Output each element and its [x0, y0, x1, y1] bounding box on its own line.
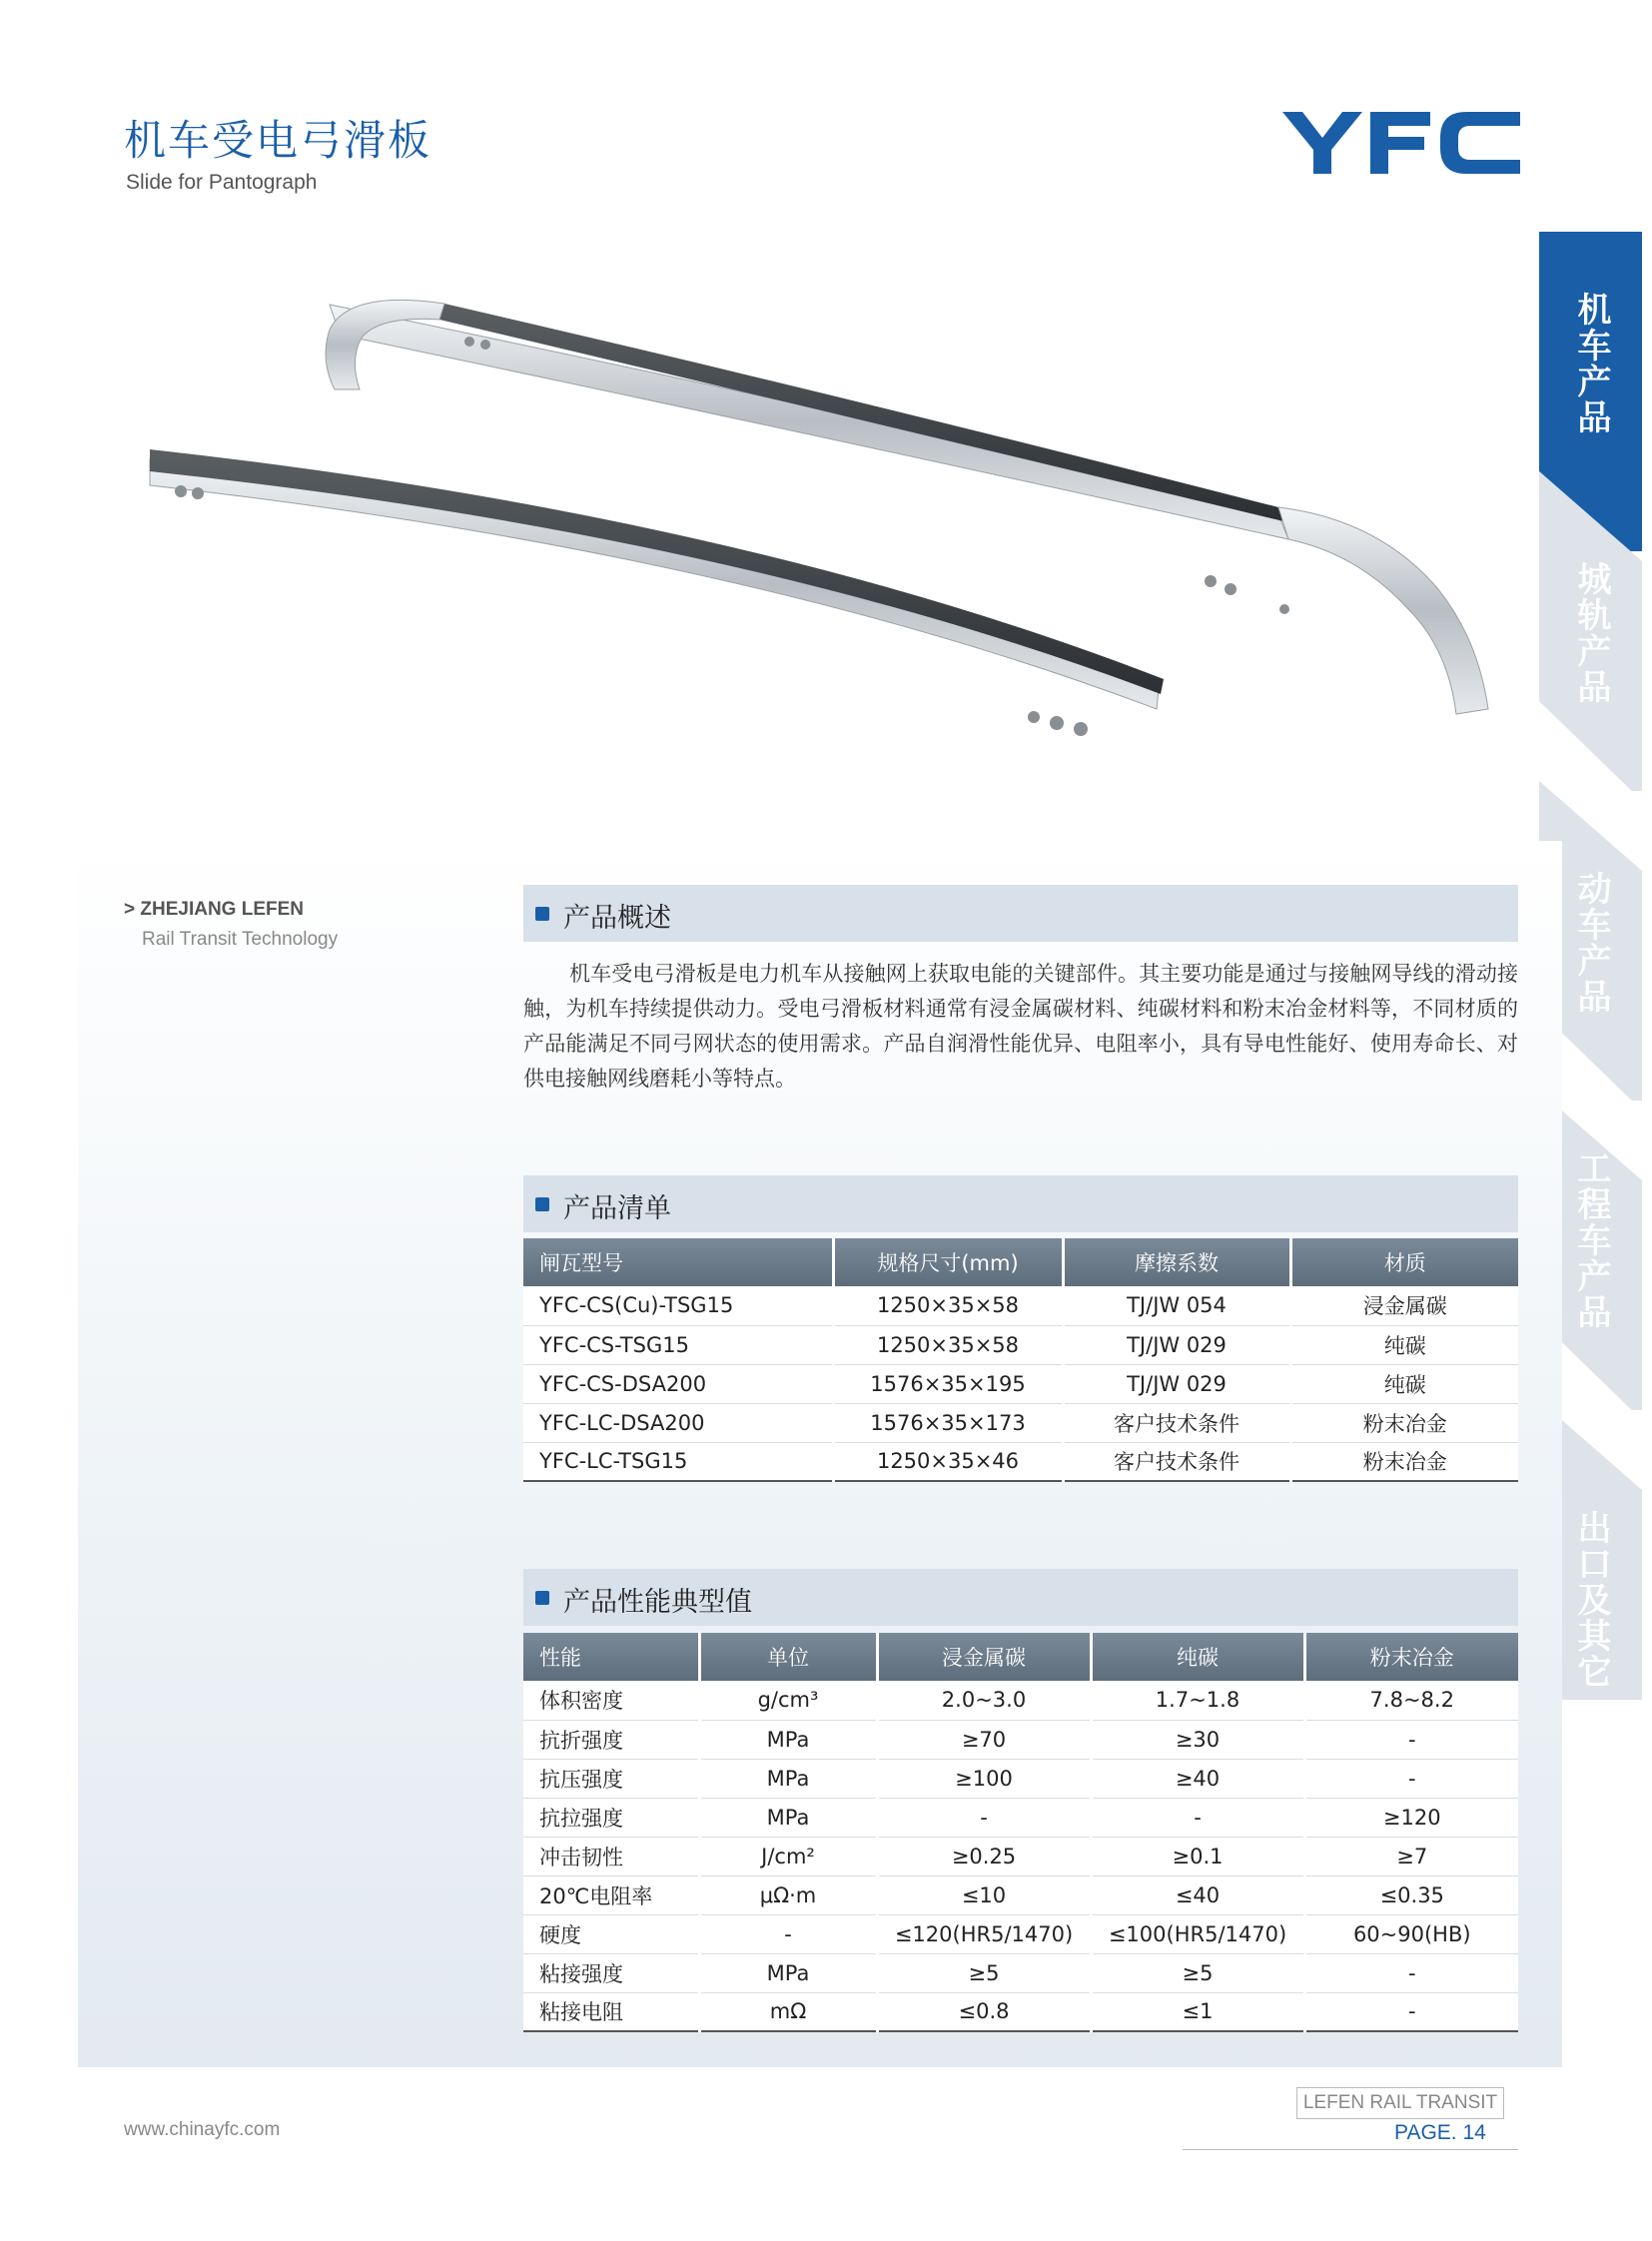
footer-divider — [1183, 2149, 1518, 2150]
side-tab-label: 机车产品 — [1571, 292, 1611, 435]
section-bullet-icon — [535, 1197, 549, 1211]
metal-carbon-cell: ≤120(HR5/1470) — [877, 1914, 1091, 1953]
powder-metal-cell: ≥7 — [1304, 1837, 1518, 1875]
overview-paragraph: 机车受电弓滑板是电力机车从接触网上获取电能的关键部件。其主要功能是通过与接触网导线的滑动接触，为机车持续提供动力。受电弓滑板材料通常有浸金属碳材料、纯碳材料和粉末冶金材料等，不同材质的产品能满足不同弓网状态的使用需求。产品自润滑性能优异、电阻率小，具有导电性能好、使用寿命长、对供电接触网线磨耗小等特点。 — [523, 962, 1518, 1091]
property-cell: 20℃电阻率 — [523, 1875, 699, 1914]
size-cell: 1250×35×46 — [833, 1442, 1063, 1481]
table-header-row — [523, 1633, 1518, 1681]
unit-cell: J/cm² — [699, 1837, 877, 1875]
side-tab-label: 出口及其它 — [1571, 1510, 1611, 1690]
friction-cell: TJ/JW 029 — [1063, 1364, 1290, 1403]
pure-carbon-cell: ≥40 — [1091, 1759, 1304, 1798]
property-cell: 冲击韧性 — [523, 1837, 699, 1875]
side-tab-label: 工程车产品 — [1571, 1150, 1611, 1330]
performance-table — [523, 1633, 1518, 2032]
table-row — [523, 1992, 1518, 2031]
metal-carbon-cell: ≤10 — [877, 1875, 1091, 1914]
friction-cell: TJ/JW 054 — [1063, 1286, 1290, 1325]
model-cell: YFC-LC-DSA200 — [523, 1403, 833, 1442]
table-row — [523, 1364, 1518, 1403]
property-cell: 粘接电阻 — [523, 1992, 699, 2031]
pure-carbon-cell: 1.7~1.8 — [1091, 1681, 1304, 1720]
column-header: 闸瓦型号 — [523, 1238, 833, 1286]
unit-cell: mΩ — [699, 1992, 877, 2031]
property-cell: 抗折强度 — [523, 1720, 699, 1759]
material-cell: 浸金属碳 — [1290, 1286, 1518, 1325]
metal-carbon-cell: - — [877, 1798, 1091, 1837]
column-header: 浸金属碳 — [877, 1633, 1091, 1681]
column-header: 材质 — [1290, 1238, 1518, 1286]
pure-carbon-cell: ≤40 — [1091, 1875, 1304, 1914]
size-cell: 1576×35×173 — [833, 1403, 1063, 1442]
metal-carbon-cell: 2.0~3.0 — [877, 1681, 1091, 1720]
property-cell: 粘接强度 — [523, 1953, 699, 1992]
friction-cell: TJ/JW 029 — [1063, 1325, 1290, 1364]
footer-url: www.chinayfc.com — [124, 2119, 281, 2140]
material-cell: 纯碳 — [1290, 1364, 1518, 1403]
pure-carbon-cell: ≤1 — [1091, 1992, 1304, 2031]
property-cell: 体积密度 — [523, 1681, 699, 1720]
product-photo — [140, 290, 1538, 759]
company-subtitle: Rail Transit Technology — [142, 929, 339, 950]
powder-metal-cell: 7.8~8.2 — [1304, 1681, 1518, 1720]
powder-metal-cell: - — [1304, 1720, 1518, 1759]
size-cell: 1250×35×58 — [833, 1325, 1063, 1364]
table-row — [523, 1759, 1518, 1798]
friction-cell: 客户技术条件 — [1063, 1442, 1290, 1481]
powder-metal-cell: 60~90(HB) — [1304, 1914, 1518, 1953]
powder-metal-cell: ≤0.35 — [1304, 1875, 1518, 1914]
pure-carbon-cell: ≥30 — [1091, 1720, 1304, 1759]
unit-cell: MPa — [699, 1759, 877, 1798]
metal-carbon-cell: ≥70 — [877, 1720, 1091, 1759]
column-header: 规格尺寸(mm) — [833, 1238, 1063, 1286]
section-bullet-icon — [535, 1591, 549, 1605]
side-tab-metro[interactable] — [1539, 471, 1642, 791]
section-heading: 产品性能典型值 — [563, 1587, 752, 1618]
unit-cell: MPa — [699, 1953, 877, 1992]
page-title: 机车受电弓滑板 — [124, 116, 432, 165]
size-cell: 1250×35×58 — [833, 1286, 1063, 1325]
unit-cell: μΩ·m — [699, 1875, 877, 1914]
friction-cell: 客户技术条件 — [1063, 1403, 1290, 1442]
section-header-performance — [523, 1569, 1518, 1626]
property-cell: 抗压强度 — [523, 1759, 699, 1798]
side-tab-label: 动车产品 — [1571, 871, 1611, 1015]
section-heading: 产品清单 — [563, 1193, 671, 1224]
column-header: 摩擦系数 — [1063, 1238, 1290, 1286]
material-cell: 粉末冶金 — [1290, 1403, 1518, 1442]
product-list-table — [523, 1238, 1518, 1482]
section-bullet-icon — [535, 907, 549, 921]
powder-metal-cell: - — [1304, 1992, 1518, 2031]
metal-carbon-cell: ≤0.8 — [877, 1992, 1091, 2031]
table-row — [523, 1837, 1518, 1875]
table-row — [523, 1875, 1518, 1914]
metal-carbon-cell: ≥0.25 — [877, 1837, 1091, 1875]
table-row — [523, 1681, 1518, 1720]
column-header: 性能 — [523, 1633, 699, 1681]
pure-carbon-cell: ≤100(HR5/1470) — [1091, 1914, 1304, 1953]
metal-carbon-cell: ≥100 — [877, 1759, 1091, 1798]
table-header-row — [523, 1238, 1518, 1286]
powder-metal-cell: - — [1304, 1759, 1518, 1798]
page-number: PAGE. 14 — [1394, 2121, 1486, 2144]
column-header: 粉末冶金 — [1304, 1633, 1518, 1681]
model-cell: YFC-CS(Cu)-TSG15 — [523, 1286, 833, 1325]
table-row — [523, 1286, 1518, 1325]
company-info — [124, 899, 338, 951]
unit-cell: MPa — [699, 1798, 877, 1837]
column-header: 纯碳 — [1091, 1633, 1304, 1681]
material-cell: 粉末冶金 — [1290, 1442, 1518, 1481]
yfc-logo — [1282, 108, 1522, 178]
footer-brand: LEFEN RAIL TRANSIT — [1296, 2087, 1504, 2119]
pure-carbon-cell: ≥5 — [1091, 1953, 1304, 1992]
model-cell: YFC-LC-TSG15 — [523, 1442, 833, 1481]
table-row — [523, 1442, 1518, 1481]
side-tab-label: 城轨产品 — [1571, 561, 1611, 705]
page-subtitle: Slide for Pantograph — [126, 171, 318, 194]
section-header-overview — [523, 885, 1518, 942]
company-name: > ZHEJIANG LEFEN — [124, 899, 304, 920]
pure-carbon-cell: - — [1091, 1798, 1304, 1837]
material-cell: 纯碳 — [1290, 1325, 1518, 1364]
model-cell: YFC-CS-TSG15 — [523, 1325, 833, 1364]
property-cell: 抗拉强度 — [523, 1798, 699, 1837]
size-cell: 1576×35×195 — [833, 1364, 1063, 1403]
property-cell: 硬度 — [523, 1914, 699, 1953]
section-heading: 产品概述 — [563, 903, 671, 934]
metal-carbon-cell: ≥5 — [877, 1953, 1091, 1992]
section-header-product-list — [523, 1175, 1518, 1232]
column-header: 单位 — [699, 1633, 877, 1681]
table-row — [523, 1325, 1518, 1364]
unit-cell: - — [699, 1914, 877, 1953]
table-row — [523, 1914, 1518, 1953]
unit-cell: g/cm³ — [699, 1681, 877, 1720]
powder-metal-cell: ≥120 — [1304, 1798, 1518, 1837]
powder-metal-cell: - — [1304, 1953, 1518, 1992]
unit-cell: MPa — [699, 1720, 877, 1759]
model-cell: YFC-CS-DSA200 — [523, 1364, 833, 1403]
pure-carbon-cell: ≥0.1 — [1091, 1837, 1304, 1875]
table-row — [523, 1798, 1518, 1837]
table-row — [523, 1720, 1518, 1759]
table-row — [523, 1953, 1518, 1992]
table-row — [523, 1403, 1518, 1442]
